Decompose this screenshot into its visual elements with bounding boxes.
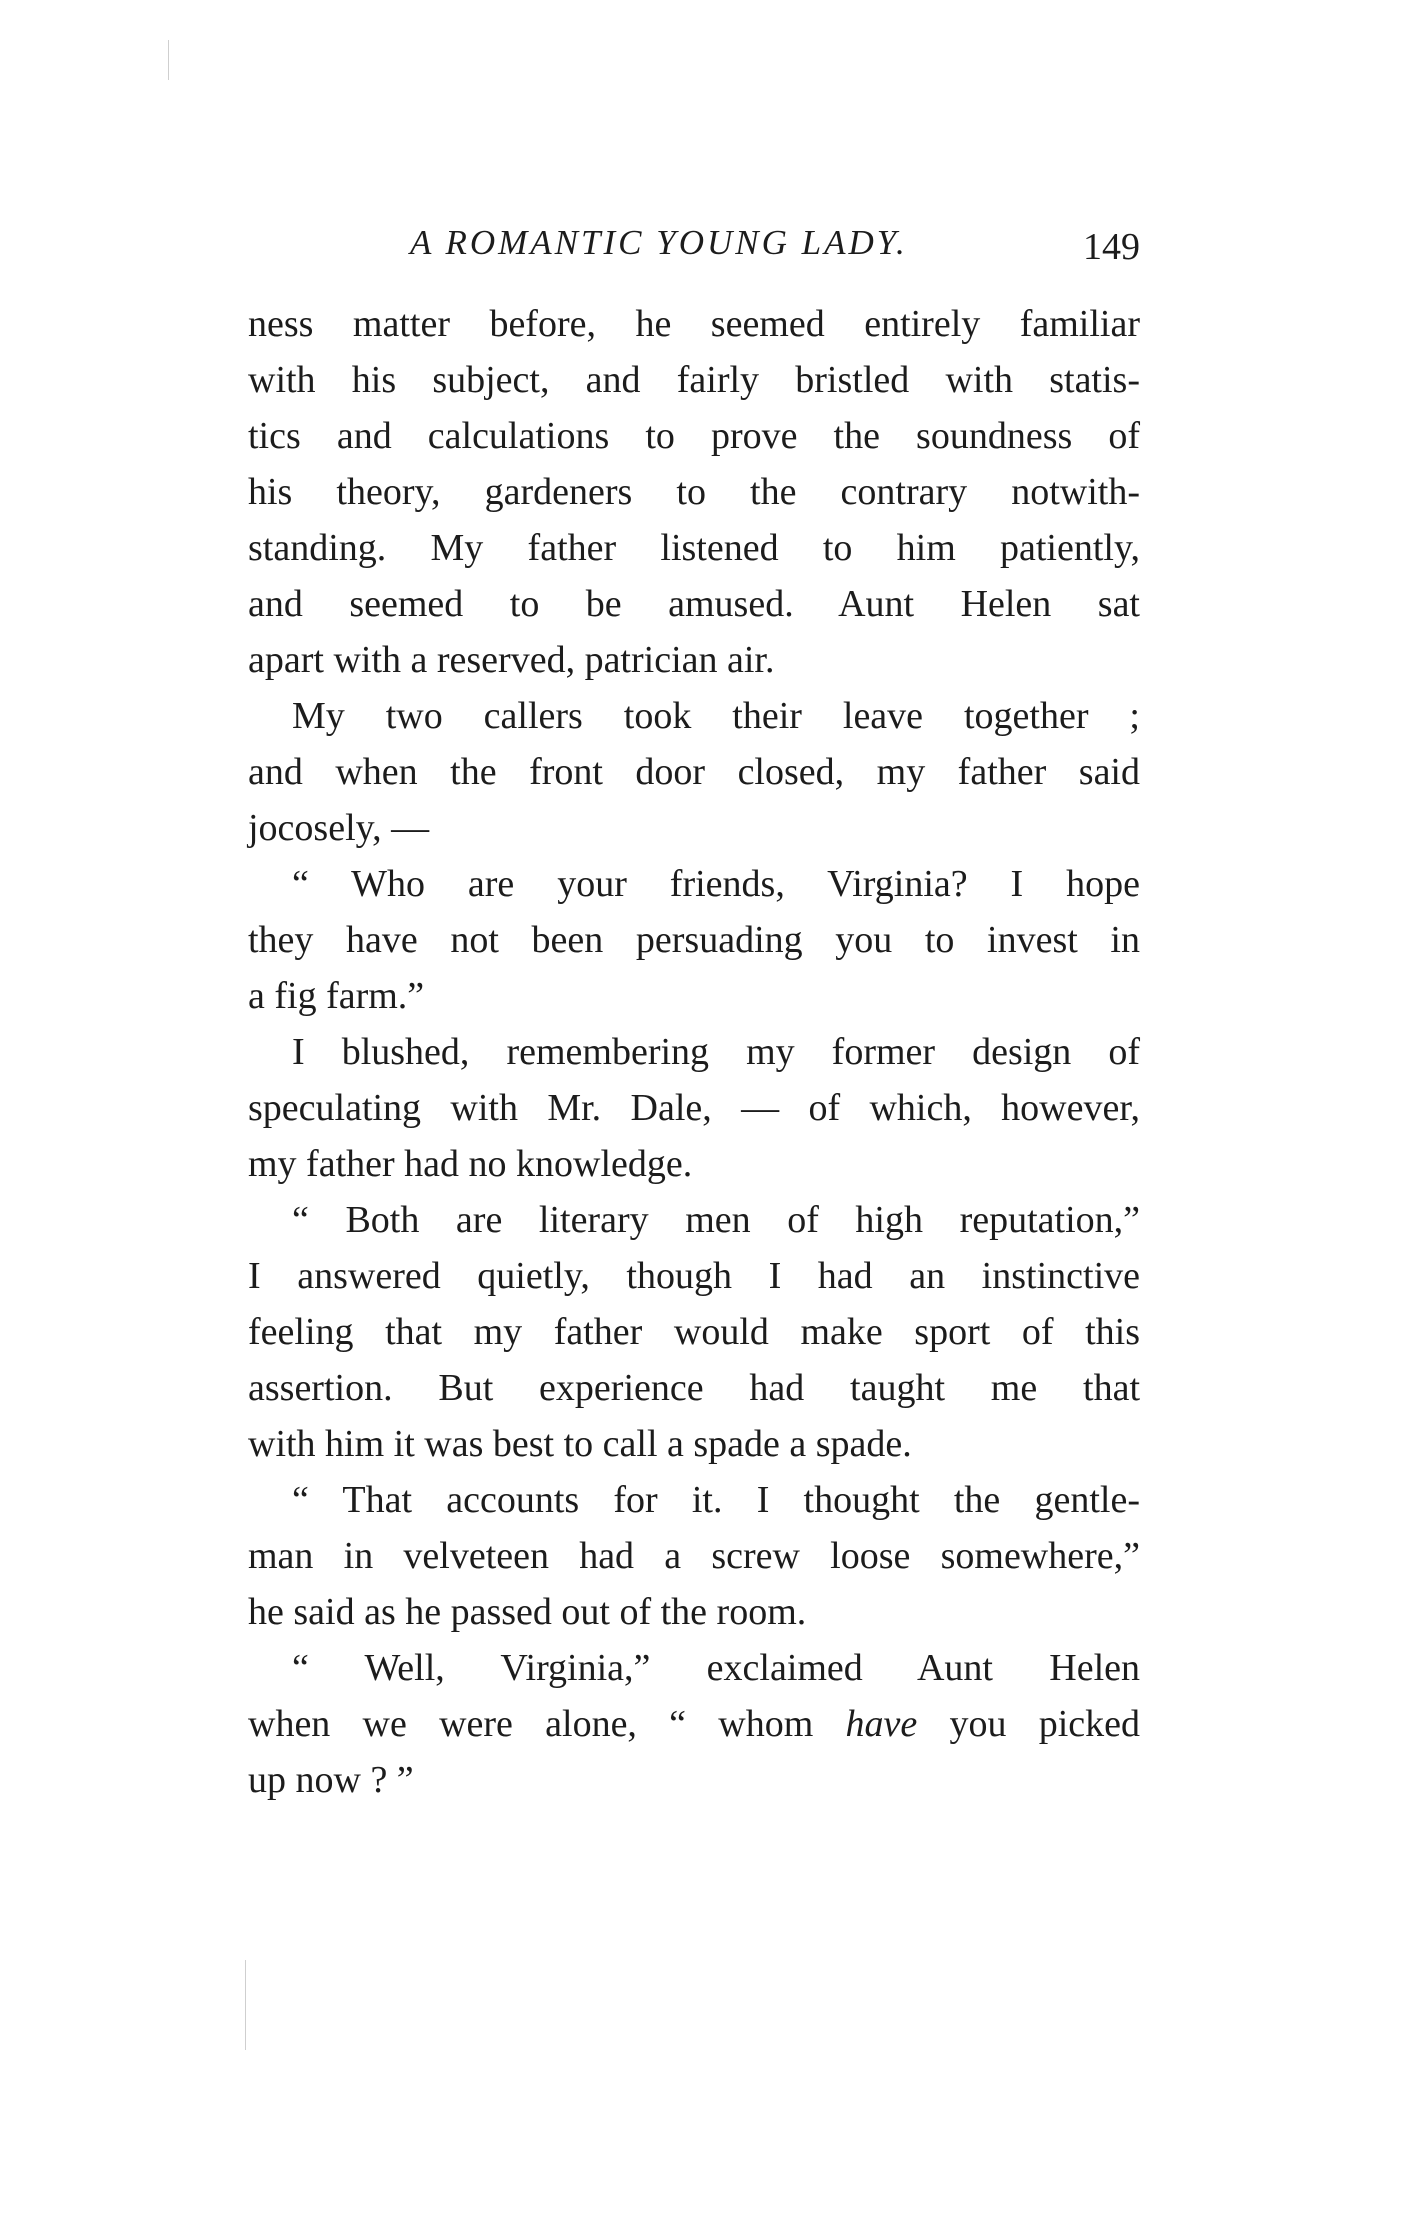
text-line: My two callers took their leave together ; — [292, 695, 1140, 737]
emphasized-word: have — [845, 1703, 918, 1745]
scan-mark-bottom — [245, 1960, 246, 2050]
text-line: ness matter before, he seemed entirely familiar — [248, 303, 1140, 345]
scan-mark-top — [168, 40, 169, 80]
text-line: jocosely, — — [248, 807, 430, 849]
text-line: I answered quietly, though I had an instinctive — [248, 1255, 1140, 1297]
running-title: A ROMANTIC YOUNG LADY. — [410, 223, 908, 262]
text-line: speculating with Mr. Dale, — of which, however, — [248, 1087, 1140, 1129]
text-line: standing. My father listened to him patiently, — [248, 527, 1140, 569]
text-line: with his subject, and fairly bristled with statis- — [248, 359, 1140, 401]
text-line: up now ? ” — [248, 1759, 414, 1801]
page-number: 149 — [1083, 226, 1140, 268]
text-line: and seemed to be amused. Aunt Helen sat — [248, 583, 1140, 625]
text-fragment: when we were alone, “ whom — [248, 1703, 814, 1745]
text-fragment: you picked — [949, 1703, 1140, 1745]
text-line: “ That accounts for it. I thought the gentle- — [292, 1479, 1140, 1521]
text-line: I blushed, remembering my former design of — [292, 1031, 1140, 1073]
text-line: a fig farm.” — [248, 975, 425, 1017]
text-line: with him it was best to call a spade a spade. — [248, 1423, 912, 1465]
text-line: feeling that my father would make sport of this — [248, 1311, 1140, 1353]
text-line: and when the front door closed, my father said — [248, 751, 1140, 793]
text-line: “ Well, Virginia,” exclaimed Aunt Helen — [292, 1647, 1140, 1689]
text-line-with-emphasis — [248, 1696, 1140, 1752]
text-line: his theory, gardeners to the contrary notwith- — [248, 471, 1140, 513]
running-header — [248, 218, 1140, 268]
text-line: man in velveteen had a screw loose somewhere,” — [248, 1535, 1140, 1577]
text-line: they have not been persuading you to invest in — [248, 919, 1140, 961]
text-line: “ Who are your friends, Virginia? I hope — [292, 863, 1140, 905]
text-line: assertion. But experience had taught me that — [248, 1367, 1140, 1409]
text-line: my father had no knowledge. — [248, 1143, 693, 1185]
text-line: tics and calculations to prove the soundness of — [248, 415, 1140, 457]
text-line: he said as he passed out of the room. — [248, 1591, 807, 1633]
body-text — [248, 296, 1140, 1808]
text-line: “ Both are literary men of high reputation,” — [292, 1199, 1140, 1241]
text-line: apart with a reserved, patrician air. — [248, 639, 775, 681]
